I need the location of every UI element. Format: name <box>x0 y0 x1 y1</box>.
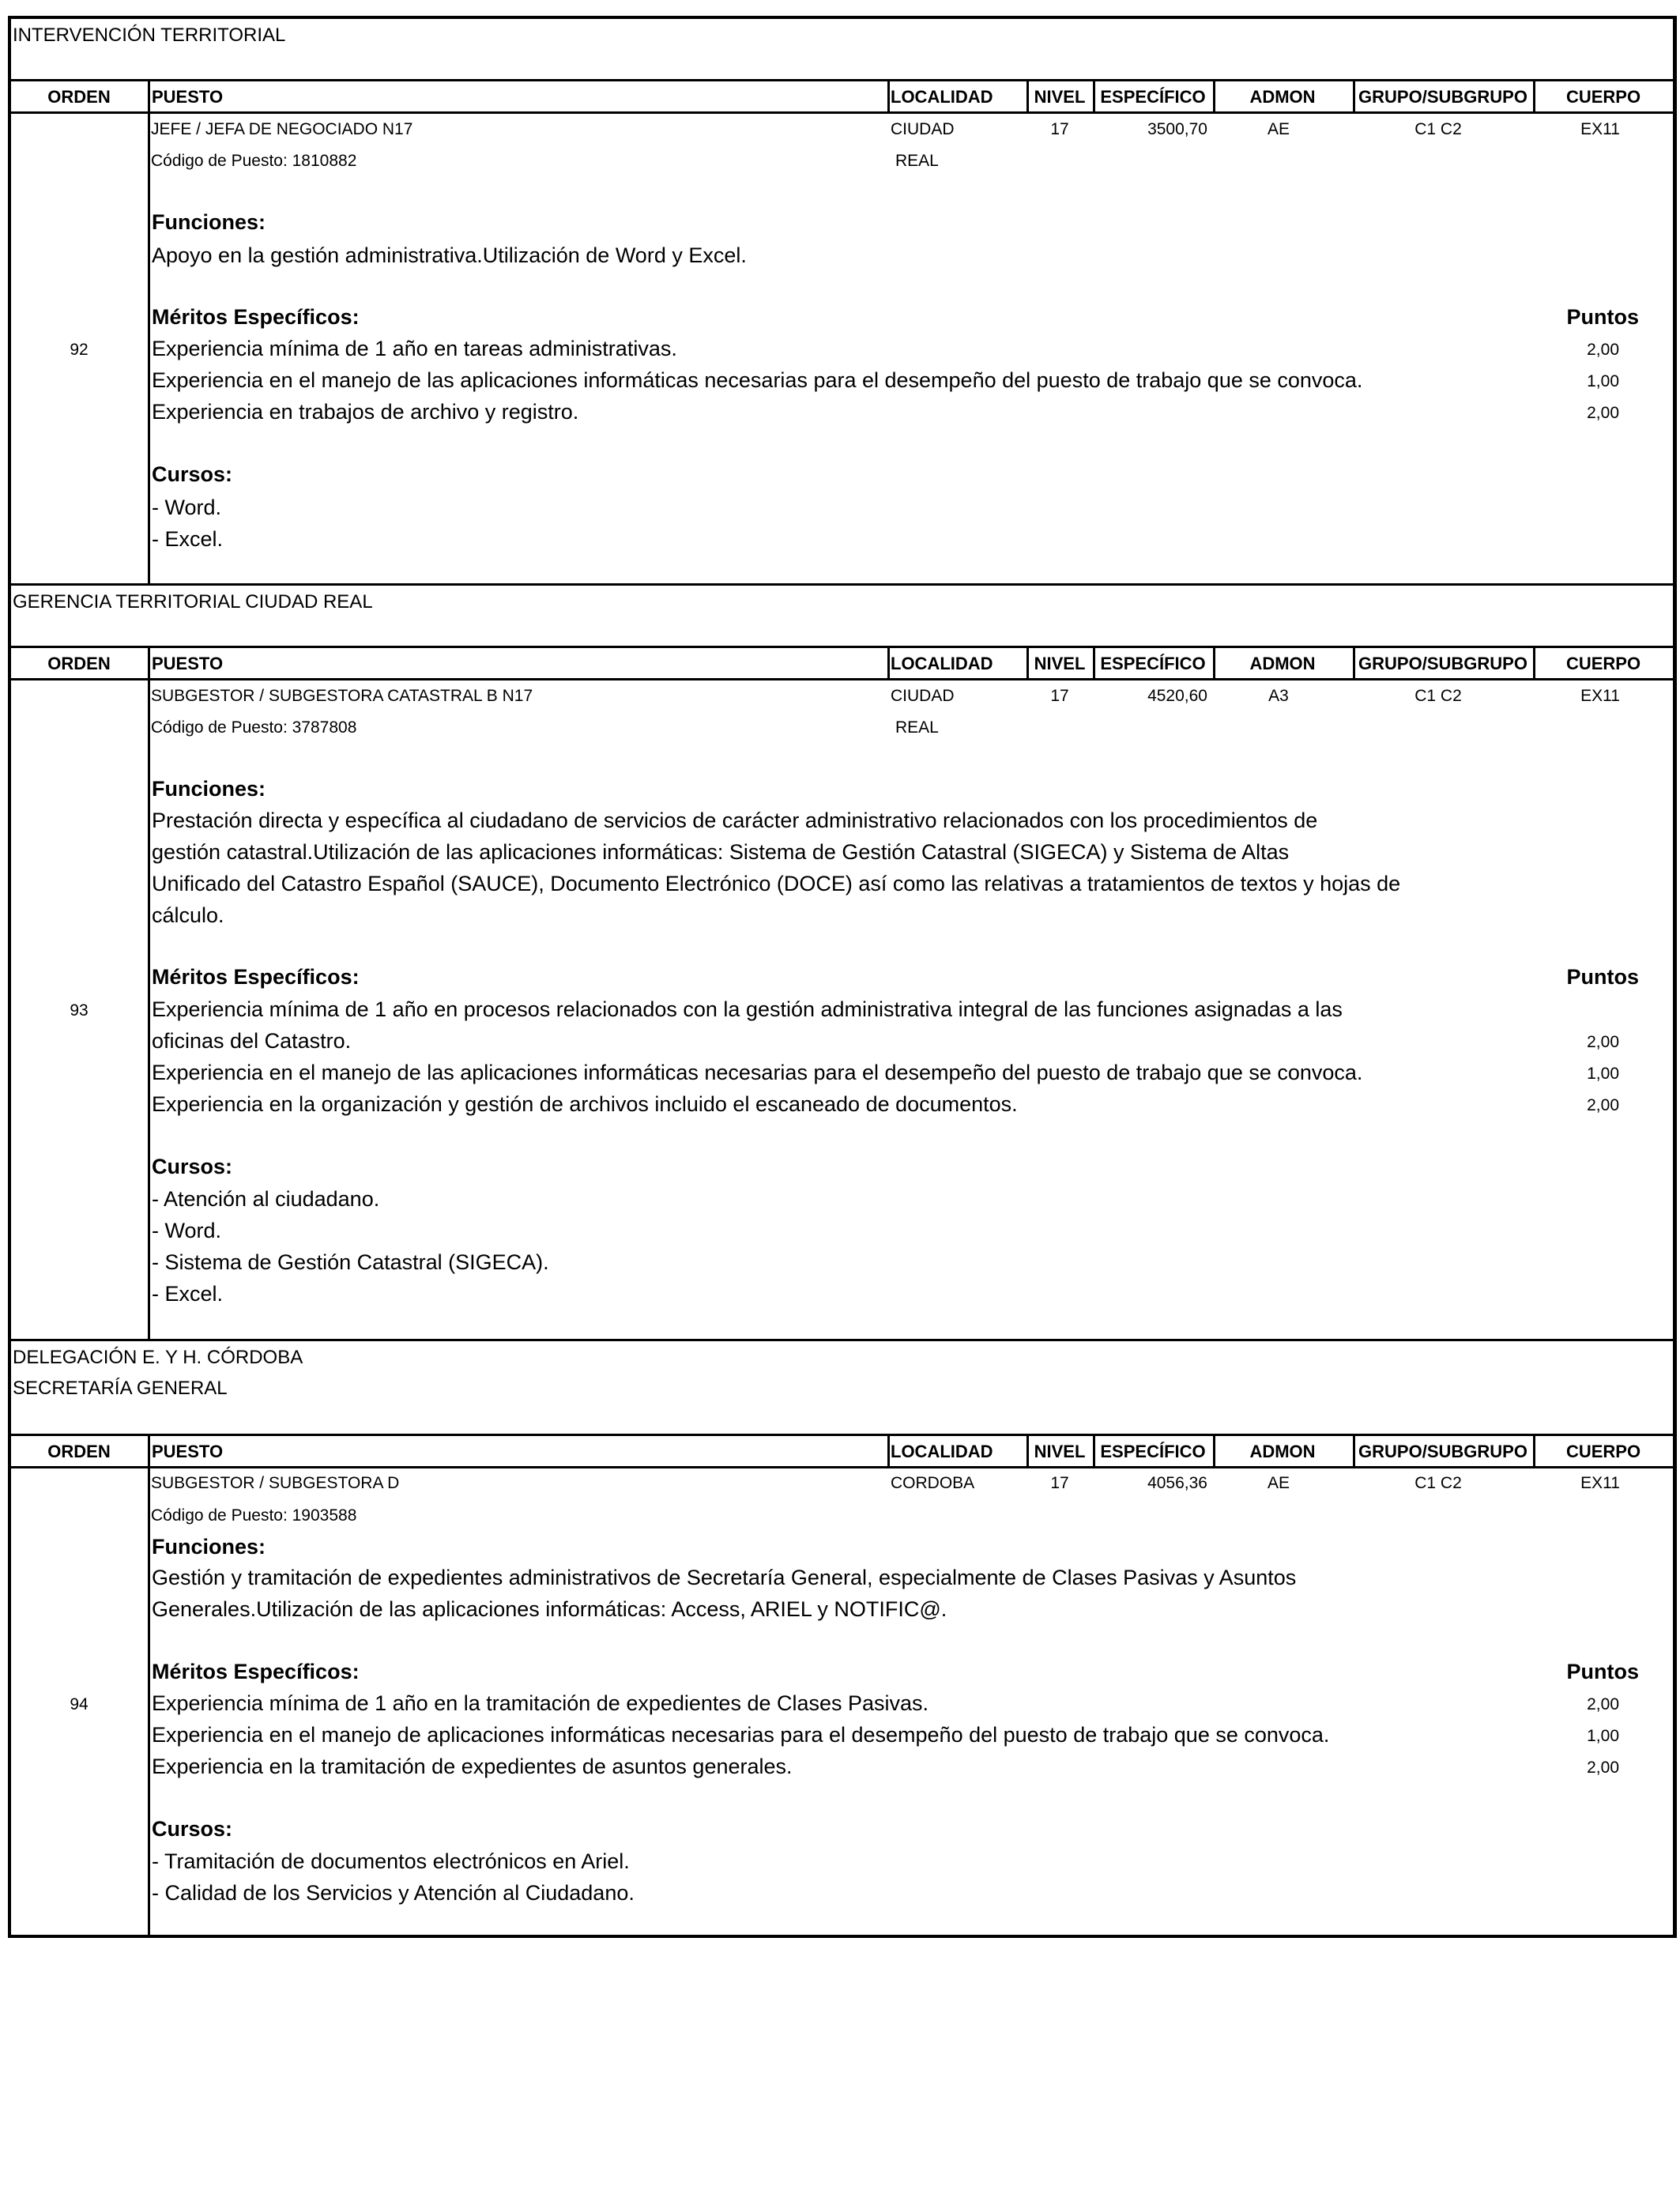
header-especifico: ESPECÍFICO <box>1100 87 1206 107</box>
admon-value: AE <box>1267 1474 1290 1492</box>
header-grupo: GRUPO/SUBGRUPO <box>1358 1442 1527 1461</box>
orden-value: 94 <box>70 1695 89 1713</box>
header-nivel: NIVEL <box>1034 87 1086 107</box>
cuerpo-value: EX11 <box>1580 1474 1620 1492</box>
merito-line: Experiencia en la tramitación de expedientes de asuntos generales. <box>152 1755 793 1778</box>
orden-column-divider <box>148 678 150 1339</box>
curso-line: - Calidad de los Servicios y Atención al Ciudadano. <box>152 1881 635 1905</box>
header-divider <box>148 646 150 678</box>
orden-value: 92 <box>70 341 89 359</box>
section-title: GERENCIA TERRITORIAL CIUDAD REAL <box>13 591 373 613</box>
merito-line: oficinas del Catastro. <box>152 1029 352 1053</box>
header-top-rule <box>11 79 1673 81</box>
section-title: INTERVENCIÓN TERRITORIAL <box>13 25 286 46</box>
funciones-line: cálculo. <box>152 903 224 927</box>
merito-puntos: 2,00 <box>1587 341 1619 359</box>
merito-line: Experiencia en trabajos de archivo y registro. <box>152 400 579 424</box>
header-divider <box>148 1434 150 1466</box>
header-orden: ORDEN <box>47 1442 111 1461</box>
puesto-value: SUBGESTOR / SUBGESTORA D <box>151 1474 400 1492</box>
header-divider <box>887 646 890 678</box>
curso-line: - Atención al ciudadano. <box>152 1187 380 1211</box>
merito-puntos: 2,00 <box>1587 1695 1619 1713</box>
merito-line: Experiencia en el manejo de las aplicaciones informáticas necesarias para el desempeño del puesto de trabajo que se convoca. <box>152 368 1363 392</box>
header-localidad: LOCALIDAD <box>891 654 993 673</box>
grupo-value: C1 C2 <box>1414 120 1462 138</box>
cursos-label: Cursos: <box>152 1817 233 1841</box>
header-admon: ADMON <box>1249 654 1316 673</box>
localidad-value: REAL <box>895 152 939 170</box>
header-admon: ADMON <box>1249 87 1316 107</box>
header-divider <box>1213 79 1215 111</box>
header-bottom-rule <box>11 1466 1673 1468</box>
especifico-value: 4056,36 <box>1147 1474 1207 1492</box>
header-nivel: NIVEL <box>1034 1442 1086 1461</box>
funciones-line: Unificado del Catastro Español (SAUCE), Documento Electrónico (DOCE) así como las relativas a tratamientos de textos y hojas de <box>152 872 1401 895</box>
curso-line: - Excel. <box>152 1282 224 1306</box>
codigo-puesto: Código de Puesto: 1903588 <box>151 1506 357 1525</box>
localidad-value: CORDOBA <box>891 1474 975 1492</box>
curso-line: - Excel. <box>152 527 224 551</box>
merito-line: Experiencia mínima de 1 año en la tramitación de expedientes de Clases Pasivas. <box>152 1691 929 1715</box>
funciones-label: Funciones: <box>152 1535 266 1559</box>
merito-puntos: 1,00 <box>1587 372 1619 390</box>
header-grupo: GRUPO/SUBGRUPO <box>1358 87 1527 107</box>
nivel-value: 17 <box>1050 687 1069 705</box>
grupo-value: C1 C2 <box>1414 687 1462 705</box>
header-nivel: NIVEL <box>1034 654 1086 673</box>
cuerpo-value: EX11 <box>1580 687 1620 705</box>
localidad-value: CIUDAD <box>891 687 955 705</box>
orden-column-divider <box>148 1466 150 1936</box>
merito-line: Experiencia en el manejo de las aplicaciones informáticas necesarias para el desempeño del puesto de trabajo que se convoca. <box>152 1061 1363 1084</box>
puntos-label: Puntos <box>1566 1660 1639 1683</box>
nivel-value: 17 <box>1050 120 1069 138</box>
merito-puntos: 2,00 <box>1587 1096 1619 1114</box>
header-bottom-rule <box>11 111 1673 114</box>
orden-value: 93 <box>70 1001 89 1020</box>
header-orden: ORDEN <box>47 654 111 673</box>
header-divider <box>148 79 150 111</box>
funciones-line: Apoyo en la gestión administrativa.Utilización de Word y Excel. <box>152 243 747 267</box>
merito-line: Experiencia mínima de 1 año en tareas administrativas. <box>152 337 677 360</box>
especifico-value: 4520,60 <box>1147 687 1207 705</box>
header-cuerpo: CUERPO <box>1565 654 1641 673</box>
merito-line: Experiencia en la organización y gestión de archivos incluido el escaneado de documentos. <box>152 1092 1018 1116</box>
admon-value: A3 <box>1268 687 1289 705</box>
codigo-puesto: Código de Puesto: 1810882 <box>151 152 357 170</box>
merito-puntos: 1,00 <box>1587 1727 1619 1745</box>
header-bottom-rule <box>11 678 1673 680</box>
funciones-label: Funciones: <box>152 777 266 801</box>
header-localidad: LOCALIDAD <box>891 87 993 107</box>
orden-column-divider <box>148 111 150 583</box>
codigo-puesto: Código de Puesto: 3787808 <box>151 718 357 737</box>
puesto-value: SUBGESTOR / SUBGESTORA CATASTRAL B N17 <box>151 687 533 705</box>
cursos-label: Cursos: <box>152 462 233 486</box>
header-cuerpo: CUERPO <box>1565 87 1641 107</box>
section-title: DELEGACIÓN E. Y H. CÓRDOBA <box>13 1347 303 1368</box>
curso-line: - Word. <box>152 496 222 519</box>
curso-line: - Word. <box>152 1219 222 1242</box>
header-puesto: PUESTO <box>152 87 224 107</box>
localidad-value: REAL <box>895 718 939 737</box>
meritos-label: Méritos Específicos: <box>152 965 360 989</box>
header-top-rule <box>11 1434 1673 1436</box>
header-divider <box>1533 646 1535 678</box>
cuerpo-value: EX11 <box>1580 120 1620 138</box>
header-cuerpo: CUERPO <box>1565 1442 1641 1461</box>
section-end-rule <box>11 1339 1673 1341</box>
funciones-label: Funciones: <box>152 210 266 234</box>
merito-puntos: 2,00 <box>1587 1759 1619 1777</box>
nivel-value: 17 <box>1050 1474 1069 1492</box>
especifico-value: 3500,70 <box>1147 120 1207 138</box>
header-admon: ADMON <box>1249 1442 1316 1461</box>
header-puesto: PUESTO <box>152 1442 224 1461</box>
curso-line: - Tramitación de documentos electrónicos en Ariel. <box>152 1849 630 1873</box>
header-especifico: ESPECÍFICO <box>1100 654 1206 673</box>
header-grupo: GRUPO/SUBGRUPO <box>1358 654 1527 673</box>
section-title: SECRETARÍA GENERAL <box>13 1378 228 1399</box>
header-especifico: ESPECÍFICO <box>1100 1442 1206 1461</box>
meritos-label: Méritos Específicos: <box>152 305 360 329</box>
puntos-label: Puntos <box>1566 965 1639 989</box>
section-end-rule <box>11 583 1673 586</box>
merito-line: Experiencia en el manejo de aplicaciones informáticas necesarias para el desempeño del puesto de trabajo que se convoca. <box>152 1723 1330 1747</box>
merito-puntos: 2,00 <box>1587 1033 1619 1051</box>
header-puesto: PUESTO <box>152 654 224 673</box>
localidad-value: CIUDAD <box>891 120 955 138</box>
funciones-line: Prestación directa y específica al ciudadano de servicios de carácter administrativo relacionados con los procedimientos de <box>152 809 1318 832</box>
puesto-value: JEFE / JEFA DE NEGOCIADO N17 <box>151 120 413 138</box>
header-top-rule <box>11 646 1673 648</box>
cursos-label: Cursos: <box>152 1155 233 1178</box>
funciones-line: Generales.Utilización de las aplicaciones informáticas: Access, ARIEL y NOTIFIC@. <box>152 1597 947 1621</box>
header-divider <box>1533 1434 1535 1466</box>
header-divider <box>887 1434 890 1466</box>
header-divider <box>1213 1434 1215 1466</box>
header-orden: ORDEN <box>47 87 111 107</box>
header-localidad: LOCALIDAD <box>891 1442 993 1461</box>
meritos-label: Méritos Específicos: <box>152 1660 360 1683</box>
funciones-line: gestión catastral.Utilización de las aplicaciones informáticas: Sistema de Gestión Catastral (SIGECA) y Sistema de Altas <box>152 840 1290 864</box>
merito-puntos: 2,00 <box>1587 404 1619 422</box>
curso-line: - Sistema de Gestión Catastral (SIGECA). <box>152 1250 549 1274</box>
admon-value: AE <box>1267 120 1290 138</box>
document-table <box>8 16 1677 1938</box>
merito-line: Experiencia mínima de 1 año en procesos relacionados con la gestión administrativa integral de las funciones asignadas a las <box>152 997 1343 1021</box>
header-divider <box>1533 79 1535 111</box>
header-divider <box>1213 646 1215 678</box>
header-divider <box>887 79 890 111</box>
funciones-line: Gestión y tramitación de expedientes administrativos de Secretaría General, especialmente de Clases Pasivas y Asuntos <box>152 1566 1297 1589</box>
merito-puntos: 1,00 <box>1587 1065 1619 1083</box>
grupo-value: C1 C2 <box>1414 1474 1462 1492</box>
puntos-label: Puntos <box>1566 305 1639 329</box>
